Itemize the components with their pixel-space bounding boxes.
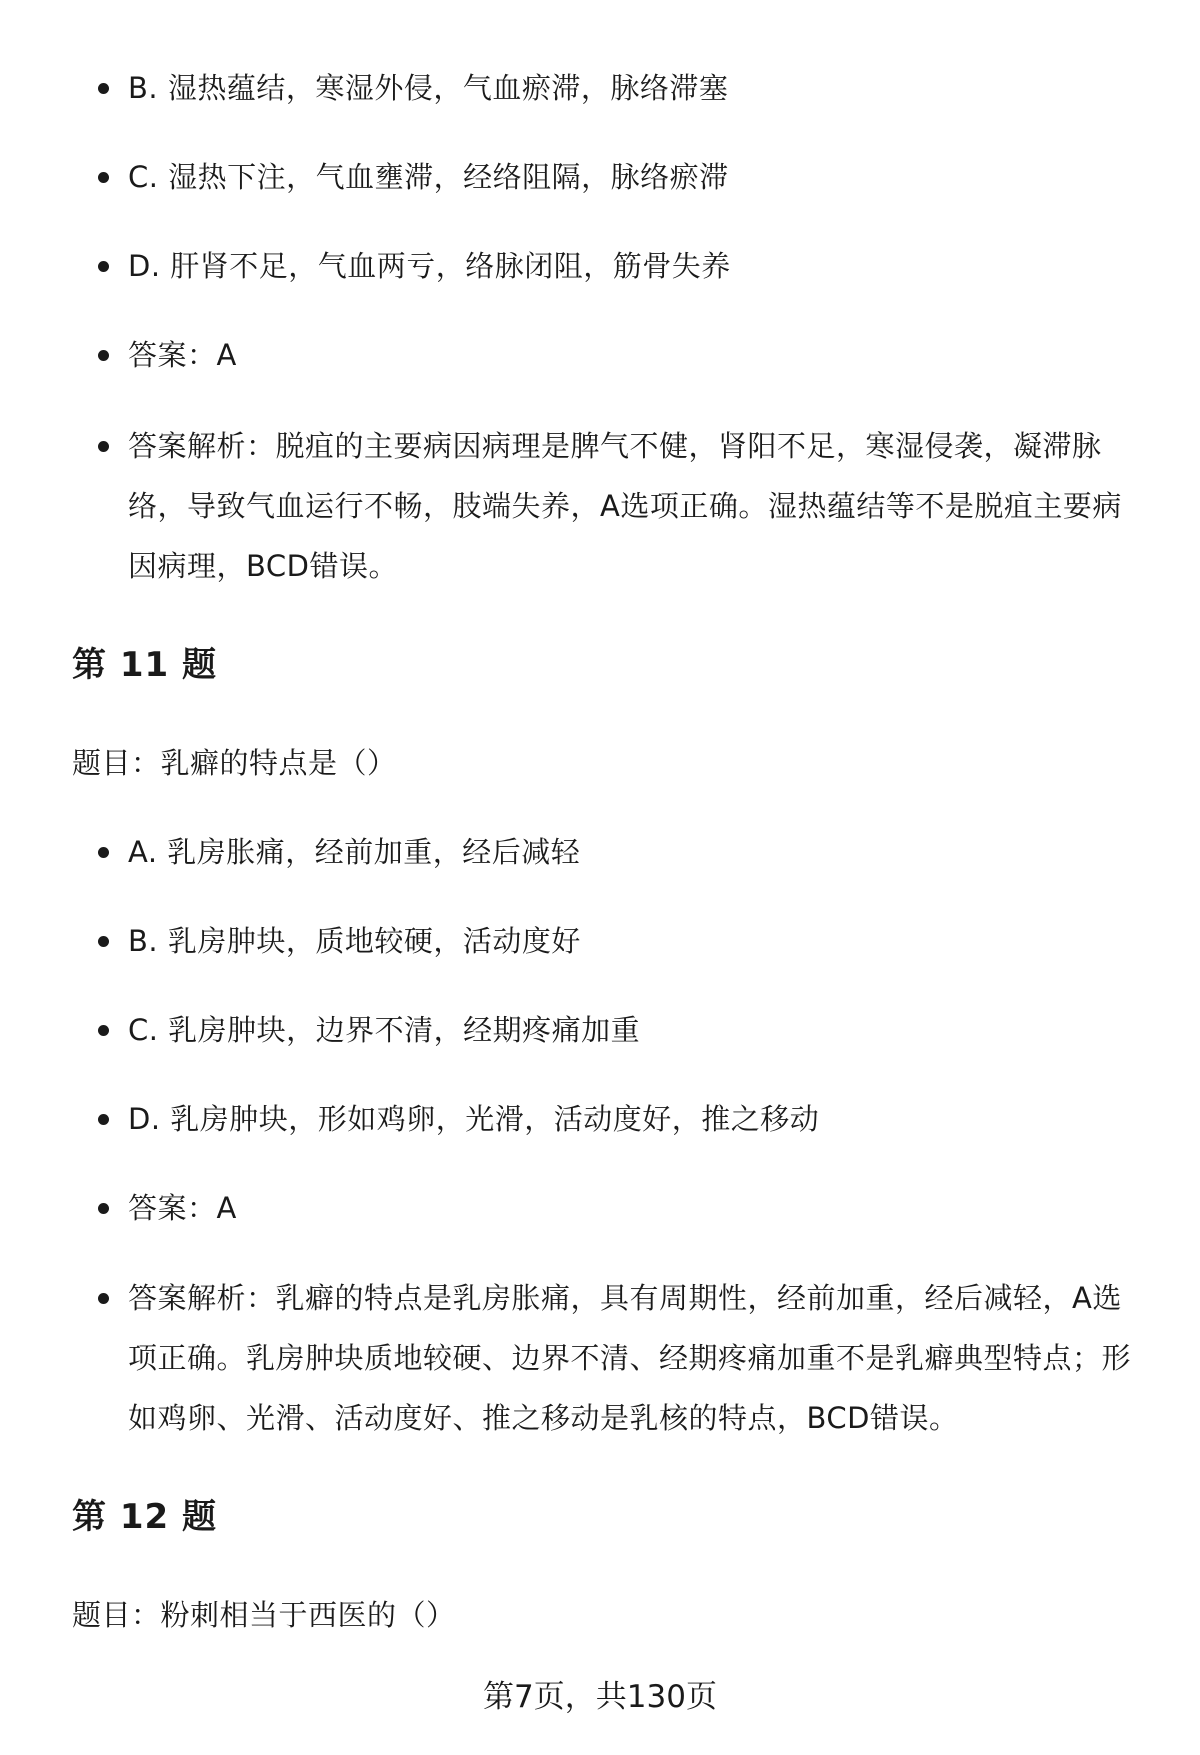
q11-heading: 第 11 题: [72, 645, 217, 685]
q11-option-b: [128, 911, 1148, 971]
bullet-icon: [98, 83, 109, 94]
bullet-icon: [98, 350, 109, 361]
q10-answer-text: 答案：A: [128, 338, 237, 372]
q11-explanation: [128, 1268, 1148, 1448]
q10-answer: [128, 325, 1148, 385]
bullet-icon: [98, 172, 109, 183]
q11-option-c: [128, 1000, 1148, 1060]
q11-option-a-text: A. 乳房胀痛，经前加重，经后减轻: [128, 835, 581, 869]
q11-stem: 题目：乳癖的特点是（）: [72, 746, 397, 780]
bullet-icon: [98, 936, 109, 947]
q11-explanation-text: 答案解析：乳癖的特点是乳房胀痛，具有周期性，经前加重，经后减轻，A选项正确。乳房肿块质地较硬、边界不清、经期疼痛加重不是乳癖典型特点；形如鸡卵、光滑、活动度好、推之移动是乳核的特点，BCD错误。: [128, 1281, 1132, 1435]
bullet-icon: [98, 261, 109, 272]
q11-option-c-text: C. 乳房肿块，边界不清，经期疼痛加重: [128, 1013, 641, 1047]
q10-option-b-text: B. 湿热蕴结，寒湿外侵，气血瘀滞，脉络滞塞: [128, 71, 729, 105]
bullet-icon: [98, 1114, 109, 1125]
q11-option-d-text: D. 乳房肿块，形如鸡卵，光滑，活动度好，推之移动: [128, 1102, 820, 1136]
q10-option-c-text: C. 湿热下注，气血壅滞，经络阻隔，脉络瘀滞: [128, 160, 729, 194]
page-indicator: 第7页，共130页: [483, 1679, 717, 1715]
q11-answer-text: 答案：A: [128, 1191, 237, 1225]
q10-explanation-text: 答案解析：脱疽的主要病因病理是脾气不健，肾阳不足，寒湿侵袭，凝滞脉络，导致气血运行不畅，肢端失养，A选项正确。湿热蕴结等不是脱疽主要病因病理，BCD错误。: [128, 429, 1122, 583]
q10-option-c: [128, 147, 1148, 207]
q11-option-a: [128, 822, 1148, 882]
bullet-icon: [98, 847, 109, 858]
q11-option-b-text: B. 乳房肿块，质地较硬，活动度好: [128, 924, 581, 958]
q10-explanation: [128, 416, 1148, 596]
bullet-icon: [98, 1293, 109, 1304]
q12-stem: 题目：粉刺相当于西医的（）: [72, 1598, 456, 1632]
bullet-icon: [98, 1203, 109, 1214]
bullet-icon: [98, 441, 109, 452]
q10-option-b: [128, 58, 1148, 118]
q11-answer: [128, 1178, 1148, 1238]
q10-option-d: [128, 236, 1148, 296]
q12-heading: 第 12 题: [72, 1497, 217, 1537]
q11-option-d: [128, 1089, 1148, 1149]
bullet-icon: [98, 1025, 109, 1036]
q10-option-d-text: D. 肝肾不足，气血两亏，络脉闭阻，筋骨失养: [128, 249, 731, 283]
